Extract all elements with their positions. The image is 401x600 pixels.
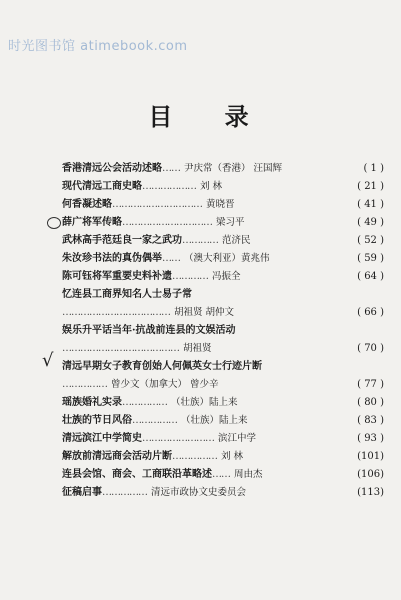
- entry-title: 清远早期女子教育创始人何佩英女士行迹片断: [62, 361, 262, 372]
- entry-title: 解放前清远商会活动片断: [62, 451, 172, 462]
- entry-page: ( 49 ): [357, 217, 384, 228]
- leader-dots: …………………………………: [62, 343, 179, 354]
- entry-title: 陈可钰将军重要史料补遗: [62, 271, 172, 282]
- entry-title: 现代清远工商史略: [62, 181, 142, 192]
- toc-entry[interactable]: [62, 466, 392, 484]
- toc-entry[interactable]: [62, 286, 392, 322]
- toc-entry[interactable]: [62, 484, 392, 502]
- entry-author: （壮族）陆上来: [181, 415, 248, 426]
- entry-page: (106): [357, 469, 384, 480]
- entry-author: 冯振全: [212, 271, 241, 282]
- entry-page: ( 64 ): [357, 271, 384, 282]
- toc-entry[interactable]: [62, 412, 392, 430]
- leader-dots: ……: [162, 253, 180, 264]
- toc-entry[interactable]: [62, 448, 392, 466]
- entry-page: ( 59 ): [357, 253, 384, 264]
- entry-page: ( 41 ): [357, 199, 384, 210]
- entry-page: ( 52 ): [357, 235, 384, 246]
- toc-entry[interactable]: [62, 322, 392, 358]
- entry-page: ( 70 ): [357, 343, 384, 354]
- entry-title: 武林高手范廷良一家之武功: [62, 235, 182, 246]
- leader-dots: ……: [162, 163, 180, 174]
- leader-dots: ……………………: [142, 433, 214, 444]
- toc-entry[interactable]: [62, 232, 392, 250]
- entry-second-line: [62, 376, 392, 394]
- entry-page: ( 93 ): [357, 433, 384, 444]
- entry-page: ( 66 ): [357, 307, 384, 318]
- entry-author: 周由杰: [234, 469, 263, 480]
- leader-dots: …………………………: [122, 217, 212, 228]
- toc-entry[interactable]: [62, 268, 392, 286]
- entry-author: 范济民: [222, 235, 251, 246]
- entry-author: 尹庆常（香港） 汪国辉: [184, 163, 283, 174]
- entry-title: 清远滨江中学简史: [62, 433, 142, 444]
- toc-entry[interactable]: [62, 160, 392, 178]
- entry-author: 刘 林: [221, 451, 244, 462]
- table-of-contents: [42, 160, 392, 502]
- entry-second-line: [62, 340, 392, 358]
- toc-entry[interactable]: [62, 196, 392, 214]
- leader-dots: …………: [182, 235, 218, 246]
- toc-entry[interactable]: [62, 178, 392, 196]
- toc-entry[interactable]: [62, 214, 392, 232]
- entry-title: 薛广将军传略: [62, 217, 122, 228]
- leader-dots: ……………: [172, 451, 217, 462]
- entry-author: （澳大利亚）黄兆伟: [184, 253, 270, 264]
- entry-author: 清远市政协文史委员会: [151, 487, 247, 498]
- toc-entry[interactable]: [62, 430, 392, 448]
- leader-dots: …………………………: [112, 199, 202, 210]
- toc-entry[interactable]: [42, 350, 392, 394]
- leader-dots: ……………: [132, 415, 177, 426]
- entry-title: 朱汝珍书法的真伪偶举: [62, 253, 162, 264]
- leader-dots: ……: [212, 469, 230, 480]
- entry-author: 胡祖贤 胡仲文: [174, 307, 235, 318]
- watermark: 时光图书馆 atimebook.com: [8, 39, 188, 54]
- checkmark-icon: √: [42, 350, 54, 371]
- entry-title: 忆连县工商界知名人士易子常: [62, 289, 192, 300]
- toc-entry[interactable]: [62, 394, 392, 412]
- entry-page: ( 21 ): [357, 181, 384, 192]
- leader-dots: ………………: [142, 181, 196, 192]
- leader-dots: ……………: [102, 487, 147, 498]
- entry-title: 壮族的节日风俗: [62, 415, 132, 426]
- entry-author: （壮族）陆上来: [171, 397, 238, 408]
- entry-author: 刘 林: [200, 181, 223, 192]
- circle-mark-icon: [47, 217, 61, 229]
- entry-page: ( 83 ): [357, 415, 384, 426]
- leader-dots: ………………………………: [62, 307, 170, 318]
- entry-title: 何香凝述略: [62, 199, 112, 210]
- leader-dots: ……………: [122, 397, 167, 408]
- entry-author: 滨江中学: [218, 433, 257, 444]
- entry-page: (113): [357, 487, 384, 498]
- leader-dots: ……………: [62, 379, 107, 390]
- entry-title: 征稿启事: [62, 487, 102, 498]
- entry-page: ( 80 ): [357, 397, 384, 408]
- leader-dots: …………: [172, 271, 208, 282]
- entry-second-line: [62, 304, 392, 322]
- entry-title: 娱乐升平话当年·抗战前连县的文娱活动: [62, 325, 236, 336]
- entry-title: 瑶族婚礼实录: [62, 397, 122, 408]
- entry-author: 梁习平: [216, 217, 245, 228]
- entry-author: 胡祖贤: [183, 343, 212, 354]
- entry-author: 黄晓晋: [206, 199, 235, 210]
- entry-page: ( 1 ): [363, 163, 384, 174]
- entry-author: 曾少文（加拿大） 曾少辛: [111, 379, 219, 390]
- toc-entry[interactable]: [62, 250, 392, 268]
- entry-page: (101): [357, 451, 384, 462]
- entry-title: 连县会馆、商会、工商联沿革略述: [62, 469, 212, 480]
- entry-page: ( 77 ): [357, 379, 384, 390]
- page-title: 目 录: [148, 102, 271, 131]
- entry-title: 香港清远公会活动述略: [62, 163, 162, 174]
